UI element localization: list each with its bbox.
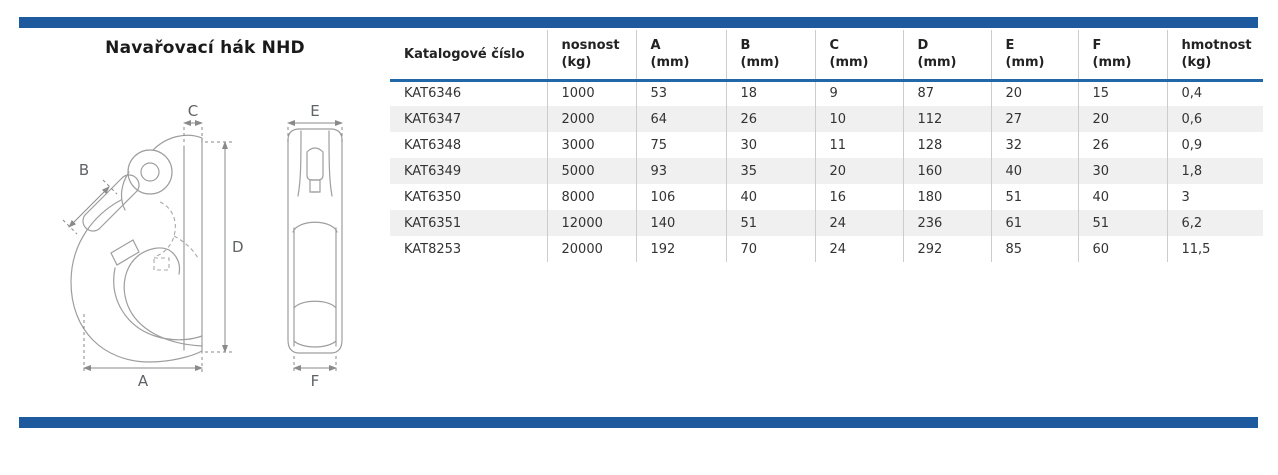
cell-nosnost: 2000: [547, 106, 636, 132]
spec-table: [390, 30, 1263, 262]
column-header-c: [815, 30, 903, 80]
cell-d: 128: [903, 132, 991, 158]
column-label: hmotnost: [1181, 38, 1252, 54]
cell-a: 75: [636, 132, 726, 158]
cell-hmotnost: 0,6: [1167, 106, 1263, 132]
cell-f: 15: [1078, 80, 1167, 106]
cell-nosnost: 8000: [547, 184, 636, 210]
dimension-c: [184, 102, 202, 144]
cell-c: 16: [815, 184, 903, 210]
cell-d: 160: [903, 158, 991, 184]
cell-d: 236: [903, 210, 991, 236]
cell-hmotnost: 0,4: [1167, 80, 1263, 106]
column-label: C: [829, 38, 840, 54]
cell-a: 192: [636, 236, 726, 262]
top-accent-bar: [19, 17, 1258, 28]
cell-f: 60: [1078, 236, 1167, 262]
column-header-b: [726, 30, 815, 80]
technical-drawing: [55, 100, 385, 400]
cell-hmotnost: 11,5: [1167, 236, 1263, 262]
cell-hmotnost: 1,8: [1167, 158, 1263, 184]
cell-d: 180: [903, 184, 991, 210]
cell-f: 26: [1078, 132, 1167, 158]
cell-e: 20: [991, 80, 1078, 106]
cell-nosnost: 20000: [547, 236, 636, 262]
hook-side-view: [71, 135, 202, 362]
cell-e: 51: [991, 184, 1078, 210]
dim-label-c: C: [187, 102, 199, 120]
cell-e: 32: [991, 132, 1078, 158]
column-header-hmotnost: [1167, 30, 1263, 80]
cell-c: 20: [815, 158, 903, 184]
table-row: [390, 106, 1263, 132]
column-header-nosnost: [547, 30, 636, 80]
table-row: [390, 132, 1263, 158]
cell-katalogove-cislo: KAT6346: [404, 86, 462, 102]
column-label: D: [917, 38, 929, 54]
hook-front-view: [288, 129, 342, 353]
cell-katalogove-cislo: KAT6351: [404, 215, 462, 231]
table-row: [390, 80, 1263, 106]
column-label: A: [650, 38, 661, 54]
column-header-e: [991, 30, 1078, 80]
header-row: [390, 30, 1263, 80]
dimension-b: [63, 161, 117, 234]
cell-katalogove-cislo: KAT8253: [404, 241, 462, 257]
dimension-f: [294, 356, 336, 390]
cell-katalogove-cislo: KAT6349: [404, 163, 462, 179]
cell-nosnost: 3000: [547, 132, 636, 158]
dim-label-b: B: [78, 161, 90, 179]
cell-a: 106: [636, 184, 726, 210]
column-unit: (mm): [1005, 55, 1045, 71]
cell-d: 292: [903, 236, 991, 262]
column-label: E: [1005, 38, 1015, 54]
column-header-d: [903, 30, 991, 80]
dimension-d: [205, 142, 244, 352]
column-label: F: [1092, 38, 1102, 54]
column-unit: (mm): [650, 55, 690, 71]
cell-katalogove-cislo: KAT6350: [404, 189, 462, 205]
cell-c: 11: [815, 132, 903, 158]
cell-c: 9: [815, 80, 903, 106]
dim-label-d: D: [232, 238, 244, 256]
column-header-a: [636, 30, 726, 80]
dim-label-a: A: [137, 372, 149, 390]
column-unit: (mm): [740, 55, 780, 71]
cell-hmotnost: 6,2: [1167, 210, 1263, 236]
cell-b: 40: [726, 184, 815, 210]
cell-hmotnost: 3: [1167, 184, 1263, 210]
table-row: [390, 210, 1263, 236]
table-body: [390, 80, 1263, 262]
cell-b: 70: [726, 236, 815, 262]
cell-b: 51: [726, 210, 815, 236]
dimension-e: [288, 102, 342, 142]
cell-katalogove-cislo: KAT6348: [404, 137, 462, 153]
cell-a: 93: [636, 158, 726, 184]
cell-nosnost: 12000: [547, 210, 636, 236]
cell-f: 30: [1078, 158, 1167, 184]
cell-e: 40: [991, 158, 1078, 184]
dim-label-f: F: [310, 372, 320, 390]
column-label: Katalogové číslo: [404, 46, 525, 62]
cell-b: 30: [726, 132, 815, 158]
cell-b: 26: [726, 106, 815, 132]
column-header-katalogove-cislo: [390, 30, 547, 80]
cell-c: 24: [815, 236, 903, 262]
cell-f: 51: [1078, 210, 1167, 236]
dim-label-e: E: [310, 102, 320, 120]
table-row: [390, 236, 1263, 262]
column-unit: (mm): [829, 55, 869, 71]
cell-e: 27: [991, 106, 1078, 132]
column-unit: (kg): [1181, 55, 1212, 71]
cell-nosnost: 1000: [547, 80, 636, 106]
table-row: [390, 158, 1263, 184]
column-label: B: [740, 38, 751, 54]
page-title: Navařovací hák NHD: [105, 38, 305, 58]
column-unit: (kg): [561, 55, 592, 71]
cell-nosnost: 5000: [547, 158, 636, 184]
column-unit: (mm): [1092, 55, 1132, 71]
table-row: [390, 184, 1263, 210]
cell-f: 20: [1078, 106, 1167, 132]
cell-b: 35: [726, 158, 815, 184]
cell-a: 140: [636, 210, 726, 236]
cell-c: 10: [815, 106, 903, 132]
cell-b: 18: [726, 80, 815, 106]
cell-katalogove-cislo: KAT6347: [404, 111, 462, 127]
cell-a: 53: [636, 80, 726, 106]
column-unit: (mm): [917, 55, 957, 71]
column-header-f: [1078, 30, 1167, 80]
cell-e: 85: [991, 236, 1078, 262]
cell-a: 64: [636, 106, 726, 132]
spec-table-header: [390, 30, 1263, 80]
cell-c: 24: [815, 210, 903, 236]
cell-hmotnost: 0,9: [1167, 132, 1263, 158]
column-label: nosnost: [561, 38, 620, 54]
cell-d: 112: [903, 106, 991, 132]
cell-e: 61: [991, 210, 1078, 236]
cell-f: 40: [1078, 184, 1167, 210]
cell-d: 87: [903, 80, 991, 106]
bottom-accent-bar: [19, 417, 1258, 428]
